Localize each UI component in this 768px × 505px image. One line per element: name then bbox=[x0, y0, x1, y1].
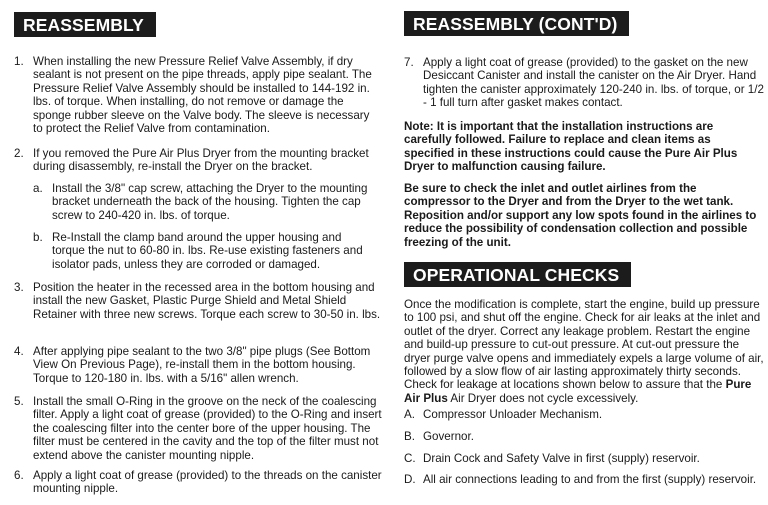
sub-item-letter: b. bbox=[33, 231, 43, 244]
operational-checks-paragraph bbox=[404, 298, 766, 405]
ops-list-text: Governor. bbox=[423, 430, 474, 443]
item-text: Install the small O-Ring in the groove on the neck of the coalescing filter. Apply a light coat of grease (provided) to the O-Ring and insert the coalescing filter into the center bore of the upper housing. The filter must be centered in the cavity and the top of the filter must not extend above the canister mounting nipple. bbox=[33, 395, 382, 462]
ops-text-bold: Pure Air Plus bbox=[404, 378, 752, 405]
item-number: 5. bbox=[14, 395, 24, 408]
operational-checks-header: OPERATIONAL CHECKS bbox=[404, 262, 631, 287]
ops-list-text: Compressor Unloader Mechanism. bbox=[423, 408, 603, 421]
ops-list-item-d bbox=[404, 473, 764, 486]
ops-text-part-a: Once the modification is complete, start the engine, build up pressure to 100 psi, and shut off the engine. Check for air leaks at the inlet and outlet of the dryer. Correct any leakage problem. Restart the engine and build-up pressure to cut-out pressure. At cut-out pressure the dryer purge valve opens and immediately expels a large volume of air, followed by a slow flow of air lasting approximately thirty seconds. Check for leakage at locations shown below to assure that the bbox=[404, 298, 764, 392]
sub-item-letter: a. bbox=[33, 182, 43, 195]
item-text: Position the heater in the recessed area in the bottom housing and install the new Gasket, Plastic Purge Shield and Metal Shield Retainer with three new screws. Torque each screw to 30-50 in. lbs. bbox=[33, 281, 381, 321]
item-number: 6. bbox=[14, 469, 24, 482]
list-item-5 bbox=[14, 395, 382, 462]
sub-item-text: Install the 3/8" cap screw, attaching the Dryer to the mounting bracket underneath the back of the housing. Tighten the cap screw to 240-420 in. lbs. of torque. bbox=[52, 182, 368, 222]
item-number: 2. bbox=[14, 147, 24, 160]
item-text: When installing the new Pressure Relief Valve Assembly, if dry sealant is not present on the pipe threads, apply pipe sealant. The Pressure Relief Valve Assembly should be installed to 144-192 in. lbs. of torque. When installing, do not remove or damage the sponge rubber sleeve on the Valve body. The sleeve is necessary to protect the Relief Valve from contamination. bbox=[33, 55, 372, 136]
list-item-3 bbox=[14, 281, 382, 321]
ops-list-text: All air connections leading to and from the first (supply) reservoir. bbox=[423, 473, 757, 486]
item-text: If you removed the Pure Air Plus Dryer from the mounting bracket during disassembly, re-install the Dryer on the bracket. bbox=[33, 147, 369, 174]
list-item-7 bbox=[404, 56, 764, 110]
reassembly-header: REASSEMBLY bbox=[14, 12, 156, 37]
ops-list-item-b bbox=[404, 430, 764, 443]
check-airlines-paragraph: Be sure to check the inlet and outlet airlines from the compressor to the Dryer and from the Dryer to the wet tank. Reposition and/or support any low spots found in the airlines to reduce the possibility of condensation collection and possible freezing of the unit. bbox=[404, 182, 757, 249]
sub-item-a bbox=[33, 182, 373, 222]
note-paragraph: Note: It is important that the installation instructions are carefully followed. Failure to replace and clean items as specified in these instructions could cause the Pure Air Plus Dryer to malfunction causing failure. bbox=[404, 120, 738, 174]
list-item-1 bbox=[14, 55, 382, 135]
item-number: 1. bbox=[14, 55, 24, 68]
ops-list-letter: A. bbox=[404, 408, 415, 421]
ops-list-letter: C. bbox=[404, 452, 416, 465]
list-item-6 bbox=[14, 469, 382, 496]
item-text: Apply a light coat of grease (provided) to the threads on the canister mounting nipple. bbox=[33, 469, 382, 496]
item-number: 3. bbox=[14, 281, 24, 294]
item-number: 4. bbox=[14, 345, 24, 358]
ops-list-letter: B. bbox=[404, 430, 415, 443]
ops-list-letter: D. bbox=[404, 473, 416, 486]
sub-item-b bbox=[33, 231, 373, 271]
item-text: After applying pipe sealant to the two 3/8" pipe plugs (See Bottom View On Previous Page), re-install them in the bottom housing. Torque to 120-180 in. lbs. with a 5/16" allen wrench. bbox=[33, 345, 371, 385]
list-item-4 bbox=[14, 345, 382, 385]
list-item-2 bbox=[14, 147, 382, 174]
reassembly-contd-header: REASSEMBLY (CONT'D) bbox=[404, 11, 629, 36]
item-text: Apply a light coat of grease (provided) to the gasket on the new Desiccant Canister and install the canister on the Air Dryer. Hand tighten the canister approximately 120-240 in. lbs. of torque, or 1/2 - 1 full turn after gasket makes contact. bbox=[423, 56, 764, 110]
item-number: 7. bbox=[404, 56, 414, 69]
ops-text-part-b: Air Dryer does not cycle excessively. bbox=[447, 391, 639, 405]
ops-list-item-a bbox=[404, 408, 764, 421]
ops-list-text: Drain Cock and Safety Valve in first (supply) reservoir. bbox=[423, 452, 700, 465]
sub-item-text: Re-Install the clamp band around the upper housing and torque the nut to 60-80 in. lbs. Re-use existing fasteners and isolator pads, unless they are corroded or damaged. bbox=[52, 231, 363, 271]
ops-list-item-c bbox=[404, 452, 764, 465]
